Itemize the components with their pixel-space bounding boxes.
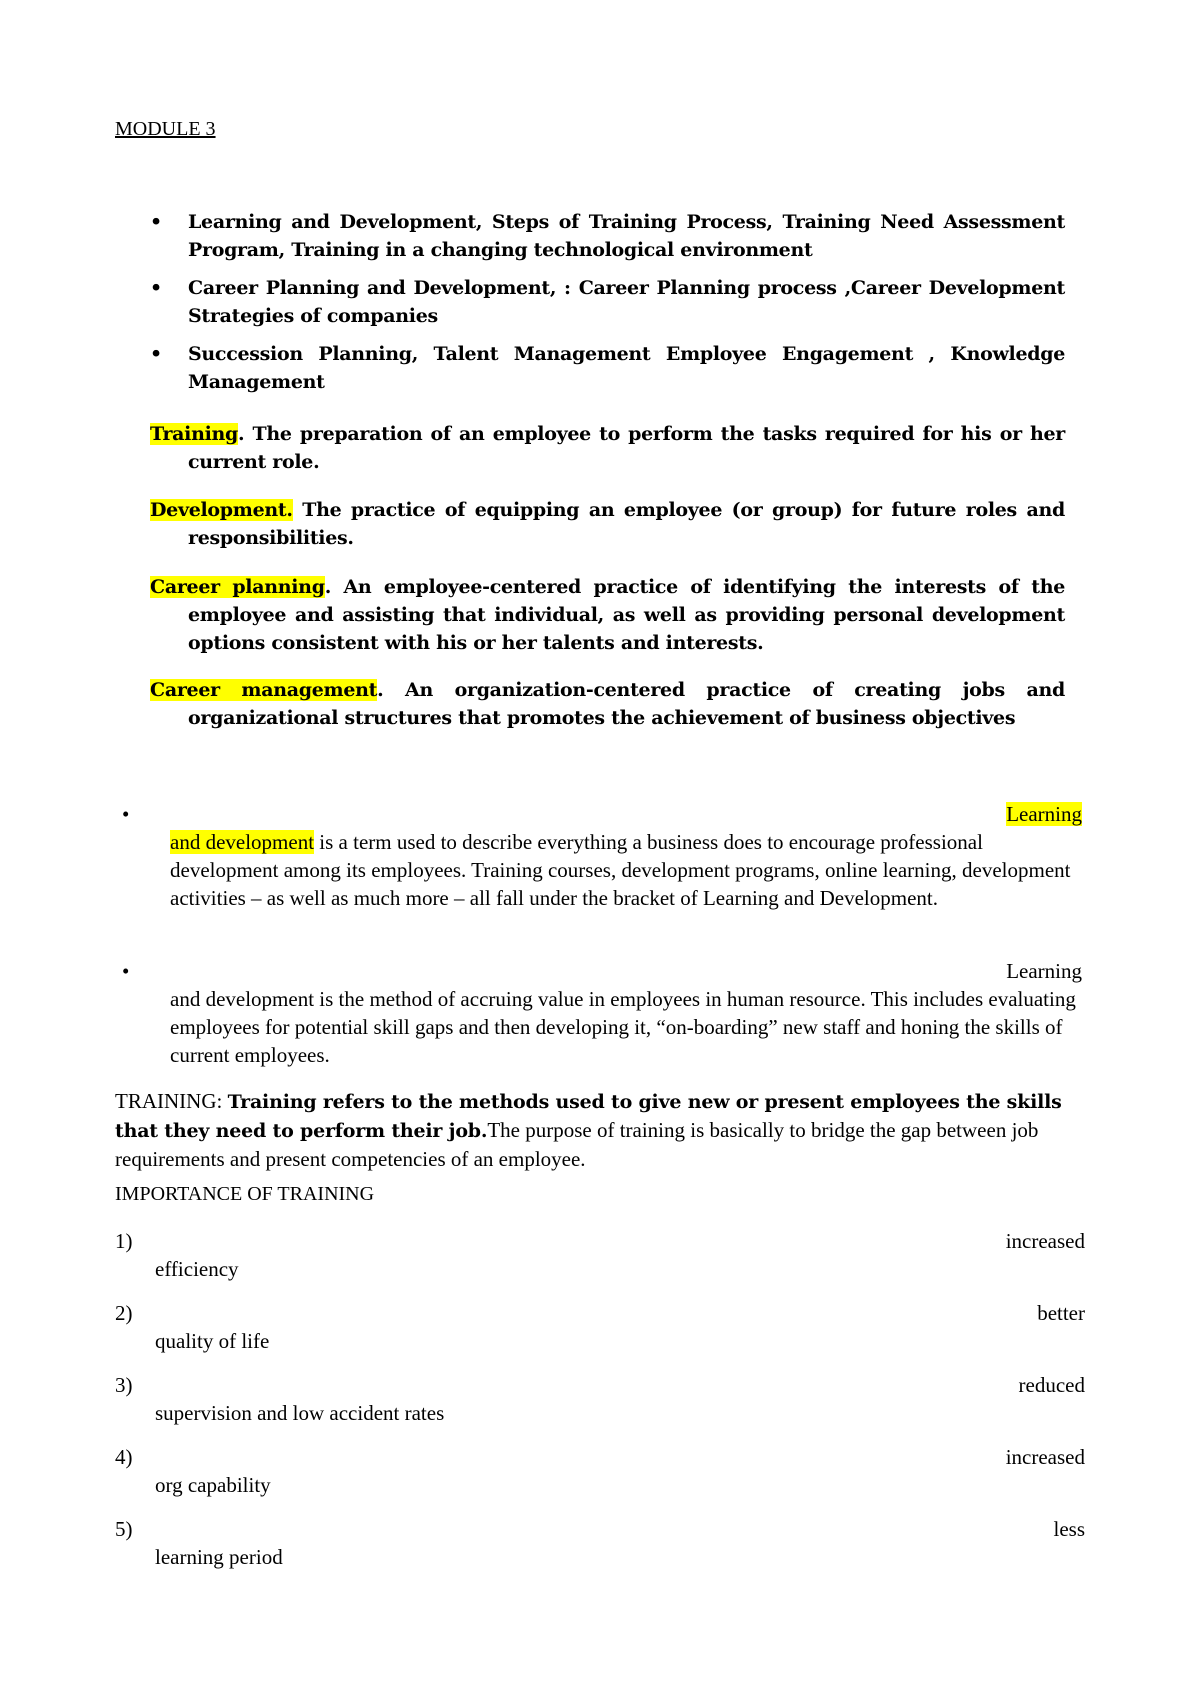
topic-text: Succession Planning, Talent Management Employee Engagement , Knowledge Management — [188, 343, 1065, 393]
item-rest: supervision and low accident rates — [155, 1401, 445, 1425]
training-label: TRAINING: — [115, 1089, 228, 1113]
definition-development — [150, 496, 1065, 552]
ld-text: and development is the method of accruing value in employees in human resource. This includes evaluating employees for potential skill gaps and then developing it, “on-boarding” new staff and honing the skills of current employees. — [170, 987, 1076, 1067]
definition-career-management — [150, 676, 1065, 732]
topic-item — [150, 274, 1065, 330]
definition-text: . The preparation of an employee to perform the tasks required for his or her current role. — [188, 423, 1065, 473]
item-first-word: increased — [1005, 1445, 1085, 1469]
ld-lead-word: Learning — [1006, 959, 1082, 983]
definition-term: Career management — [150, 679, 378, 701]
item-first-word: increased — [1005, 1229, 1085, 1253]
bullet-icon: • — [122, 959, 130, 983]
importance-item — [115, 1299, 1085, 1355]
definition-term: Career planning — [150, 576, 325, 598]
item-number: 3) — [115, 1373, 133, 1397]
ld-paragraph — [122, 957, 1082, 1069]
module-title: MODULE 3 — [115, 118, 216, 140]
ld-text: is a term used to describe everything a business does to encourage professional development among its employees. Training courses, development programs, online learning, development activities – as well as much more – all fall under the bracket of Learning and Development. — [170, 830, 1071, 910]
ld-highlight: and development — [170, 830, 315, 854]
bullet-icon: • — [122, 802, 130, 826]
importance-item — [115, 1515, 1085, 1571]
importance-title: IMPORTANCE OF TRAINING — [115, 1183, 375, 1205]
training-paragraph — [115, 1087, 1080, 1173]
importance-item — [115, 1443, 1085, 1499]
item-rest: quality of life — [155, 1329, 270, 1353]
topic-text: Learning and Development, Steps of Training Process, Training Need Assessment Program, Training in a changing technological environment — [188, 211, 1065, 261]
definition-term: Training — [150, 423, 239, 445]
item-number: 2) — [115, 1301, 133, 1325]
definition-term: Development. — [150, 499, 293, 521]
item-number: 5) — [115, 1517, 133, 1541]
definition-training — [150, 420, 1065, 476]
topic-item — [150, 208, 1065, 264]
item-rest: org capability — [155, 1473, 271, 1497]
topic-item — [150, 340, 1065, 396]
definition-text: The practice of equipping an employee (or group) for future roles and responsibilities. — [188, 499, 1065, 549]
item-number: 1) — [115, 1229, 133, 1253]
importance-item — [115, 1227, 1085, 1283]
item-number: 4) — [115, 1445, 133, 1469]
item-rest: efficiency — [155, 1257, 239, 1281]
definition-text: . An employee-centered practice of identifying the interests of the employee and assisting that individual, as well as providing personal development options consistent with his or her talents and interests. — [188, 576, 1065, 654]
topic-text: Career Planning and Development, : Career Planning process ,Career Development Strategies of companies — [188, 277, 1065, 327]
training-rest: The purpose of training is basically to bridge the gap between job requirements and present competencies of an employee. — [115, 1118, 1039, 1171]
training-bold: Training refers to the methods used to give new or present employees the skills that they need to perform their job. — [115, 1091, 1062, 1142]
definition-text: . An organization-centered practice of creating jobs and organizational structures that promotes the achievement of business objectives — [188, 679, 1066, 729]
item-first-word: less — [1053, 1517, 1085, 1541]
definition-career-planning — [150, 573, 1065, 657]
bullet-icon: • — [150, 211, 163, 233]
ld-paragraph — [122, 800, 1082, 912]
bullet-icon: • — [150, 277, 163, 299]
importance-item — [115, 1371, 1085, 1427]
item-rest: learning period — [155, 1545, 283, 1569]
ld-lead-word: Learning — [1006, 802, 1082, 826]
bullet-icon: • — [150, 343, 163, 365]
item-first-word: reduced — [1018, 1373, 1085, 1397]
item-first-word: better — [1037, 1301, 1085, 1325]
